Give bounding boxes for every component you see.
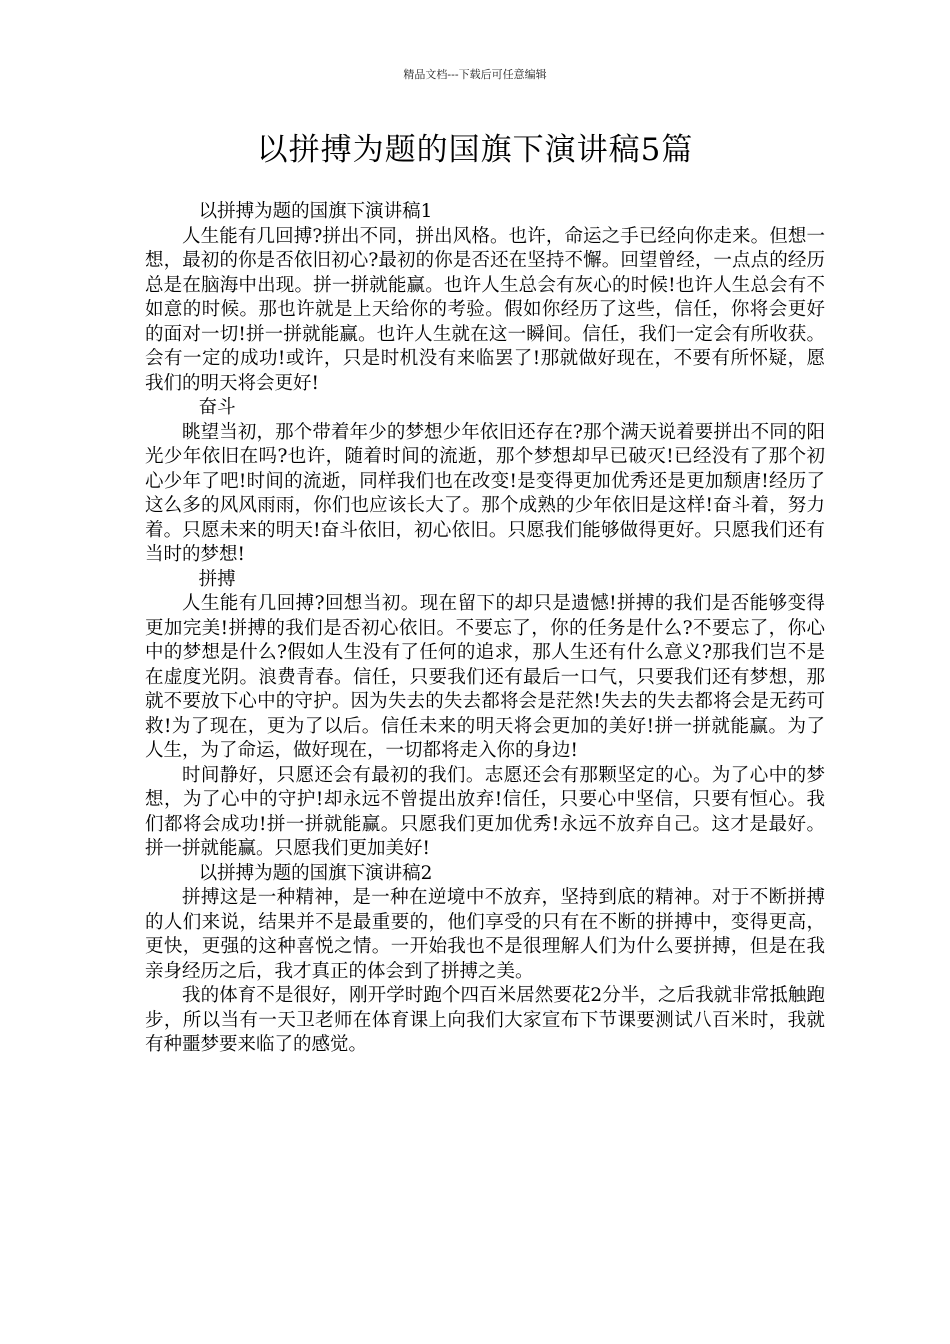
subheading: 奋斗 [198, 397, 236, 418]
paragraph: 人生能有几回搏?回想当初。现在留下的却只是遗憾!拼搏的我们是否能够变得更加完美!拼搏的我们是否初心依旧。不要忘了，你的任务是什么?不要忘了，你心中的梦想是什么?假如人生没有了任何的追求，那人生还有什么意义?那我们岂不是在虚度光阴。浪费青春。信任，只要我们还有最后一口气，只要我们还有梦想，那就不要放下心中的守护。因为失去的失去都将会是茫然!失去的失去都将会是无药可救!为了现在，更为了以后。信任未来的明天将会更加的美好!拼一拼就能赢。为了人生，为了命运，做好现在，一切都将走入你的身边! [145, 593, 825, 761]
header-note: 精品文档---下载后可任意编辑 [403, 68, 547, 81]
paragraph: 时间静好，只愿还会有最初的我们。志愿还会有那颗坚定的心。为了心中的梦想，为了心中的守护!却永远不曾提出放弃!信任，只要心中坚信，只要有恒心。我们都将会成功!拼一拼就能赢。只愿我们更加优秀!永远不放弃自己。这才是最好。拼一拼就能赢。只愿我们更加美好! [145, 764, 825, 859]
subheading: 以拼搏为题的国旗下演讲稿1 [198, 201, 433, 222]
paragraph: 拼搏这是一种精神，是一种在逆境中不放弃，坚持到底的精神。对于不断拼搏的人们来说，结果并不是最重要的，他们享受的只有在不断的拼搏中，变得更高，更快，更强的这种喜悦之情。一开始我也不是很理解人们为什么要拼搏，但是在我亲身经历之后，我才真正的体会到了拼搏之美。 [145, 887, 825, 982]
paragraph: 我的体育不是很好，刚开学时跑个四百米居然要花2分半，之后我就非常抵触跑步，所以当有一天卫老师在体育课上向我们大家宣布下节课要测试八百米时，我就有种噩梦要来临了的感觉。 [145, 985, 825, 1055]
subheading: 拼搏 [198, 568, 236, 590]
document-body [145, 200, 825, 1058]
paragraph: 眺望当初，那个带着年少的梦想少年依旧还存在?那个满天说着要拼出不同的阳光少年依旧在吗?也许，随着时间的流逝，那个梦想却早已破灭!已经没有了那个初心少年了吧!时间的流逝，同样我们也在改变!是变得更加优秀还是更加颓唐!经历了这么多的风风雨雨，你们也应该长大了。那个成熟的少年依旧是这样!奋斗着，努力着。只愿未来的明天!奋斗依旧，初心依旧。只愿我们能够做得更好。只愿我们还有当时的梦想! [145, 421, 825, 565]
subheading: 以拼搏为题的国旗下演讲稿2 [198, 862, 433, 884]
document-title: 以拼搏为题的国旗下演讲稿5篇 [256, 132, 694, 168]
paragraph: 人生能有几回搏?拼出不同，拼出风格。也许，命运之手已经向你走来。但想一想，最初的你是否依旧初心?最初的你是否还在坚持不懈。回望曾经，一点点的经历总是在脑海中出现。拼一拼就能赢。也许人生总会有灰心的时候!也许人生总会有不如意的时候。那也许就是上天给你的考验。假如你经历了这些，信任，你将会更好的面对一切!拼一拼就能赢。也许人生就在这一瞬间。信任，我们一定会有所收获。会有一定的成功!或许，只是时机没有来临罢了!那就做好现在，不要有所怀疑，愿我们的明天将会更好! [145, 225, 825, 394]
